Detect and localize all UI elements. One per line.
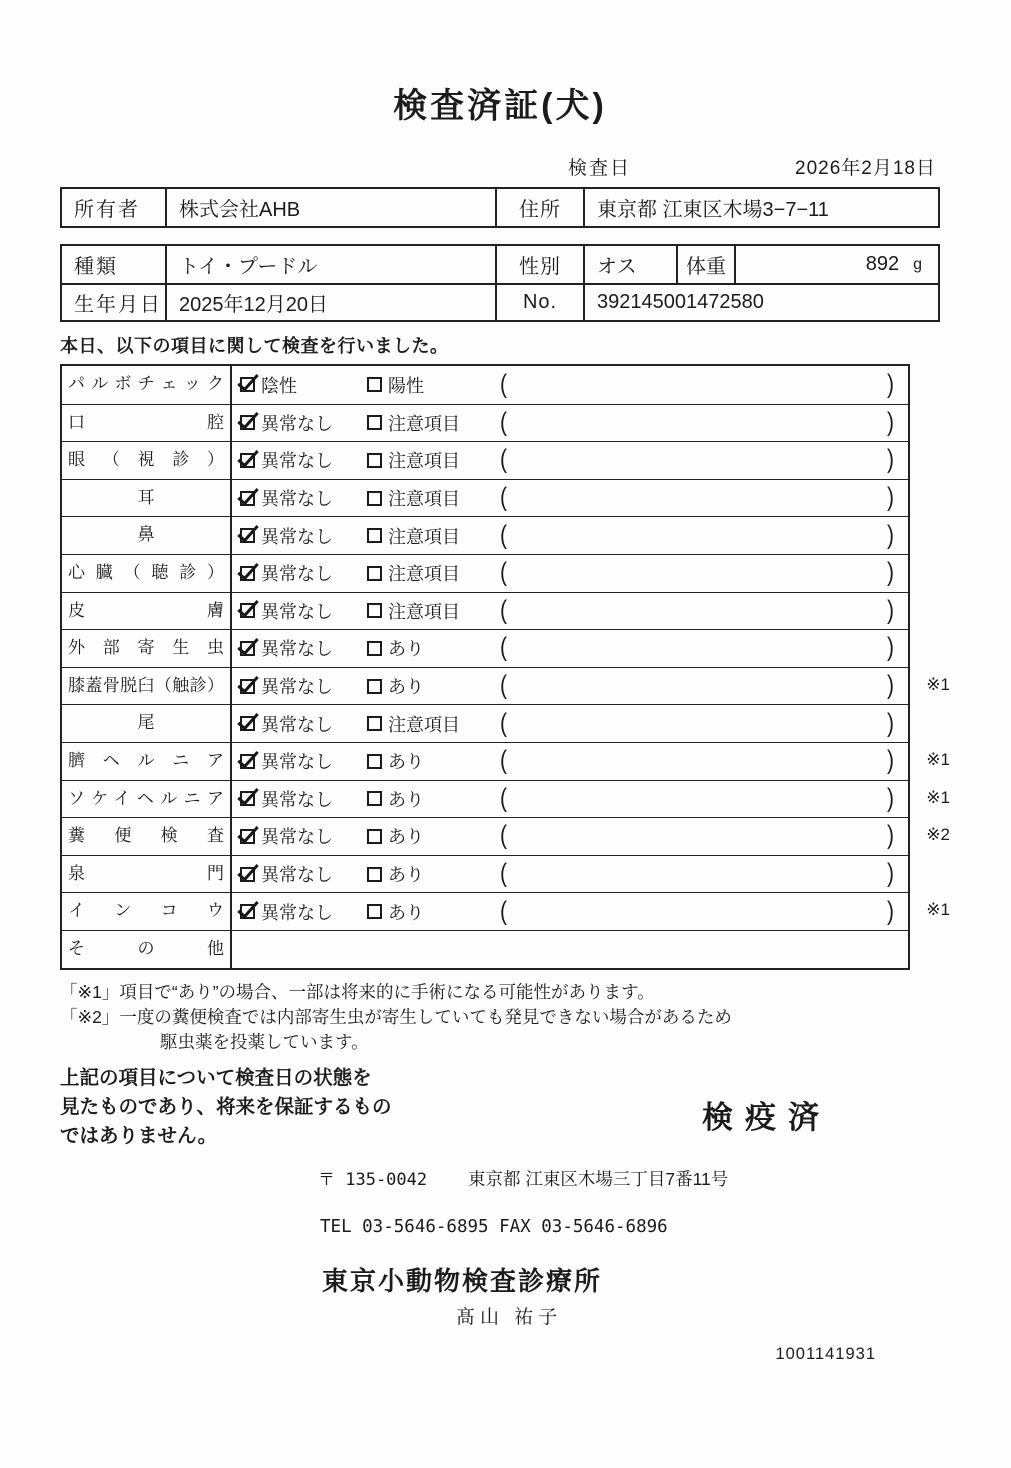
footnote-mark: ※1 (926, 787, 950, 807)
pet-info-table (60, 244, 940, 322)
checklist-row-content (232, 818, 950, 855)
inspection-date-label: 検査日 (568, 158, 632, 179)
checklist-row (62, 554, 908, 592)
option-2-label: あり (388, 827, 424, 848)
remarks-field (500, 783, 908, 813)
option-1-label: 陰性 (261, 375, 297, 396)
footnote-mark: ※1 (926, 674, 950, 694)
close-paren: ) (887, 520, 894, 550)
disclaimer-line-1: 上記の項目について検査日の状態を (60, 1066, 372, 1089)
checkbox-option-2 (367, 453, 382, 468)
checklist-row-content (232, 781, 950, 818)
remarks-field (500, 746, 908, 775)
clinic-name: 東京小動物検査診療所 (322, 1266, 603, 1297)
option-2-label: あり (388, 677, 424, 698)
checkbox-option-1 (240, 904, 255, 919)
option-2-label: 注意項目 (388, 451, 460, 472)
option-2-label: 注意項目 (388, 413, 460, 434)
checklist-row-content (232, 856, 908, 893)
owner-label: 所有者 (74, 199, 140, 221)
checklist-row-content (232, 931, 908, 968)
checklist-item-name: 尾 (62, 705, 232, 742)
option-1-label: 異常なし (261, 413, 333, 434)
result-option-2 (367, 635, 492, 661)
option-2-label: 注意項目 (388, 564, 460, 585)
bottom-section (60, 1064, 940, 1365)
checklist-item-name: 耳 (62, 480, 232, 517)
checklist-item-name: 鼻 (62, 517, 232, 554)
quarantine-stamp: 検疫済 (702, 1099, 831, 1135)
checkbox-option-1 (240, 377, 255, 392)
option-2-label: 注意項目 (388, 489, 460, 510)
checkbox-option-2 (367, 904, 382, 919)
option-2-label: あり (388, 752, 424, 773)
result-option-2 (367, 748, 492, 774)
option-1-label: 異常なし (261, 451, 333, 472)
weight-number: 892 (865, 253, 900, 275)
option-2-label: 注意項目 (388, 714, 460, 735)
open-paren: ( (500, 633, 507, 663)
checklist-item-name: 糞便検査 (62, 818, 232, 855)
result-option-1 (240, 447, 367, 473)
checklist-row (62, 817, 950, 855)
checklist-item-name: その他 (62, 931, 232, 968)
result-option-1 (240, 861, 367, 887)
checkbox-option-1 (240, 603, 255, 618)
checkbox-option-2 (367, 415, 382, 430)
checkbox-option-1 (240, 566, 255, 581)
checklist-item-name: 泉門 (62, 856, 232, 893)
footnote-mark: ※2 (926, 825, 950, 845)
checkbox-option-2 (367, 829, 382, 844)
checkbox-option-1 (240, 528, 255, 543)
open-paren: ( (500, 445, 507, 475)
checkbox-option-1 (240, 716, 255, 731)
result-option-1 (240, 786, 367, 812)
remarks-field (500, 633, 908, 663)
open-paren: ( (500, 520, 507, 550)
checklist-row-content (232, 405, 908, 442)
result-option-2 (367, 485, 492, 511)
option-1-label: 異常なし (261, 526, 333, 547)
checklist-row-content (232, 743, 950, 780)
option-1-label: 異常なし (261, 827, 333, 848)
checkbox-option-2 (367, 603, 382, 618)
result-option-1 (240, 560, 367, 586)
result-option-2 (367, 711, 492, 737)
tel-fax-line: TEL 03-5646-6895 FAX 03-5646-6896 (320, 1217, 668, 1238)
option-2-label: あり (388, 865, 424, 886)
address-value: 東京都 江東区木場3−7−11 (583, 189, 938, 226)
option-2-label: あり (388, 789, 424, 810)
option-1-label: 異常なし (261, 677, 333, 698)
checkbox-option-1 (240, 679, 255, 694)
veterinarian-name: 髙山 祐子 (456, 1307, 563, 1329)
checklist-row (62, 704, 908, 742)
result-option-1 (240, 711, 367, 737)
disclaimer-line-3: ではありません。 (60, 1125, 218, 1148)
checkbox-option-2 (367, 679, 382, 694)
close-paren: ) (887, 633, 894, 663)
option-1-label: 異常なし (261, 714, 333, 735)
no-value: 392145001472580 (583, 285, 938, 320)
footnote-2-cont: 駆虫薬を投薬しています。 (160, 1032, 369, 1053)
result-option-1 (240, 748, 367, 774)
checklist-item-name: ソケイヘルニア (62, 781, 232, 818)
result-option-2 (367, 447, 492, 473)
checklist-item-name: インコウ (62, 893, 232, 930)
option-1-label: 異常なし (261, 752, 333, 773)
result-option-2 (367, 861, 492, 887)
checklist-item-name: 外部寄生虫 (62, 630, 232, 667)
option-1-label: 異常なし (261, 564, 333, 585)
checkbox-option-1 (240, 491, 255, 506)
checklist-row (62, 479, 908, 517)
option-1-label: 異常なし (261, 601, 333, 622)
remarks-field (500, 483, 908, 512)
checkbox-option-2 (367, 528, 382, 543)
footnote-2: 「※2」一度の糞便検査では内部寄生虫が寄生していても発見できない場合があるため (60, 1006, 732, 1027)
checklist-row (62, 780, 950, 818)
checklist-row-content (232, 555, 908, 592)
clinic-address: 東京都 江東区木場三丁目7番11号 (468, 1169, 729, 1190)
close-paren: ) (887, 708, 894, 738)
checklist-row-content (232, 668, 950, 705)
checklist-item-name: 眼（視診） (62, 442, 232, 479)
result-option-1 (240, 823, 367, 849)
inspection-date-row (60, 153, 940, 179)
checklist-row (62, 516, 908, 554)
birth-value: 2025年12月20日 (165, 285, 495, 320)
checklist-row-content (232, 630, 908, 667)
remarks-field (500, 671, 908, 700)
close-paren: ) (887, 783, 894, 813)
open-paren: ( (500, 407, 507, 437)
checklist-row-content (232, 442, 908, 479)
close-paren: ) (887, 859, 894, 888)
intro-text: 本日、以下の項目に関して検査を行いました。 (60, 336, 449, 356)
option-2-label: 陽性 (388, 375, 424, 396)
checklist-row-content (232, 593, 908, 630)
remarks-field (500, 520, 908, 550)
address-label: 住所 (495, 189, 583, 226)
result-option-1 (240, 899, 367, 925)
close-paren: ) (887, 369, 894, 399)
result-option-2 (367, 598, 492, 624)
result-option-1 (240, 410, 367, 436)
checklist-item-name: 皮膚 (62, 593, 232, 630)
checklist-row-content (232, 705, 908, 742)
result-option-2 (367, 523, 492, 549)
remarks-field (500, 896, 908, 926)
postal-code: 〒 135-0042 (318, 1170, 428, 1191)
weight-label: 体重 (676, 246, 734, 283)
document-number: 1001141931 (775, 1345, 876, 1364)
checklist-row (62, 366, 908, 404)
close-paren: ) (887, 445, 894, 475)
option-2-label: 注意項目 (388, 601, 460, 622)
result-option-1 (240, 598, 367, 624)
breed-row (62, 246, 938, 283)
checklist-row-content (232, 480, 908, 517)
checklist-row (62, 855, 908, 893)
open-paren: ( (500, 708, 507, 738)
open-paren: ( (500, 558, 507, 588)
open-paren: ( (500, 671, 507, 700)
close-paren: ) (887, 896, 894, 926)
footnotes (60, 980, 940, 1056)
clinic-address-line (318, 1165, 940, 1191)
checkbox-option-1 (240, 754, 255, 769)
owner-row (62, 189, 938, 226)
open-paren: ( (500, 595, 507, 625)
option-1-label: 異常なし (261, 789, 333, 810)
option-1-label: 異常なし (261, 902, 333, 923)
checkbox-option-1 (240, 867, 255, 882)
breed-value: トイ・プードル (165, 246, 495, 283)
checkbox-option-1 (240, 415, 255, 430)
birth-label: 生年月日 (74, 294, 162, 316)
option-1-label: 異常なし (261, 639, 333, 660)
remarks-field (500, 407, 908, 437)
remarks-field (500, 859, 908, 888)
no-label: No. (495, 285, 583, 320)
open-paren: ( (500, 746, 507, 775)
result-option-2 (367, 673, 492, 699)
result-option-1 (240, 372, 367, 398)
remarks-field (500, 708, 908, 738)
checklist-row-content (232, 517, 908, 554)
result-option-2 (367, 823, 492, 849)
checklist-row (62, 667, 950, 705)
inspection-date-value: 2026年2月18日 (795, 158, 936, 179)
close-paren: ) (887, 558, 894, 588)
option-2-label: 注意項目 (388, 526, 460, 547)
option-2-label: あり (388, 639, 424, 660)
close-paren: ) (887, 407, 894, 437)
checklist-table (60, 364, 950, 970)
remarks-field (500, 558, 908, 588)
close-paren: ) (887, 595, 894, 625)
weight-value (734, 246, 938, 283)
result-option-1 (240, 635, 367, 661)
owner-value: 株式会社AHB (165, 189, 495, 226)
footnote-1: 「※1」項目で“あり”の場合、一部は将来的に手術になる可能性があります。 (60, 981, 655, 1002)
option-2-label: あり (388, 902, 424, 923)
checklist-item-name: 心臓（聴診） (62, 555, 232, 592)
page-title: 検査済証(犬) (393, 87, 607, 125)
open-paren: ( (500, 896, 507, 926)
checkbox-option-2 (367, 791, 382, 806)
breed-label: 種類 (74, 256, 118, 278)
remarks-field (500, 821, 908, 851)
open-paren: ( (500, 483, 507, 512)
checklist-row (62, 629, 908, 667)
footnote-mark: ※1 (926, 749, 950, 769)
checklist-row (62, 892, 950, 930)
open-paren: ( (500, 783, 507, 813)
checklist-item-name: 臍ヘルニア (62, 743, 232, 780)
disclaimer-statement (60, 1064, 490, 1152)
sex-label: 性別 (495, 246, 583, 283)
checkbox-option-2 (367, 754, 382, 769)
close-paren: ) (887, 821, 894, 851)
checkbox-option-1 (240, 453, 255, 468)
open-paren: ( (500, 859, 507, 888)
result-option-1 (240, 523, 367, 549)
close-paren: ) (887, 746, 894, 775)
result-option-2 (367, 560, 492, 586)
close-paren: ) (887, 671, 894, 700)
close-paren: ) (887, 483, 894, 512)
remarks-field (500, 369, 908, 399)
checklist-row-content (232, 893, 950, 930)
remarks-field (500, 445, 908, 475)
checkbox-option-1 (240, 641, 255, 656)
result-option-1 (240, 673, 367, 699)
checklist-row (62, 441, 908, 479)
checklist-row (62, 404, 908, 442)
option-1-label: 異常なし (261, 489, 333, 510)
checklist-row (62, 742, 950, 780)
option-1-label: 異常なし (261, 865, 333, 886)
checklist-row (62, 930, 908, 968)
checkbox-option-2 (367, 716, 382, 731)
checklist-row (62, 592, 908, 630)
footnote-mark: ※1 (926, 900, 950, 920)
checkbox-option-1 (240, 791, 255, 806)
checklist-item-name: 膝蓋骨脱臼（触診） (62, 668, 232, 705)
checkbox-option-2 (367, 377, 382, 392)
checkbox-option-2 (367, 641, 382, 656)
checkbox-option-2 (367, 491, 382, 506)
birth-row (62, 283, 938, 320)
sex-value: オス (583, 246, 676, 283)
result-option-2 (367, 410, 492, 436)
checklist-item-name: 口腔 (62, 405, 232, 442)
checklist-row-content (232, 366, 908, 404)
checkbox-option-1 (240, 829, 255, 844)
checkbox-option-2 (367, 867, 382, 882)
result-option-2 (367, 372, 492, 398)
disclaimer-line-2: 見たものであり、将来を保証するもの (60, 1095, 392, 1118)
result-option-2 (367, 899, 492, 925)
weight-unit: g (913, 255, 922, 273)
open-paren: ( (500, 821, 507, 851)
open-paren: ( (500, 369, 507, 399)
checkbox-option-2 (367, 566, 382, 581)
checklist-item-name: パルボチェック (62, 366, 232, 404)
remarks-field (500, 595, 908, 625)
result-option-1 (240, 485, 367, 511)
owner-info-table (60, 187, 940, 228)
result-option-2 (367, 786, 492, 812)
